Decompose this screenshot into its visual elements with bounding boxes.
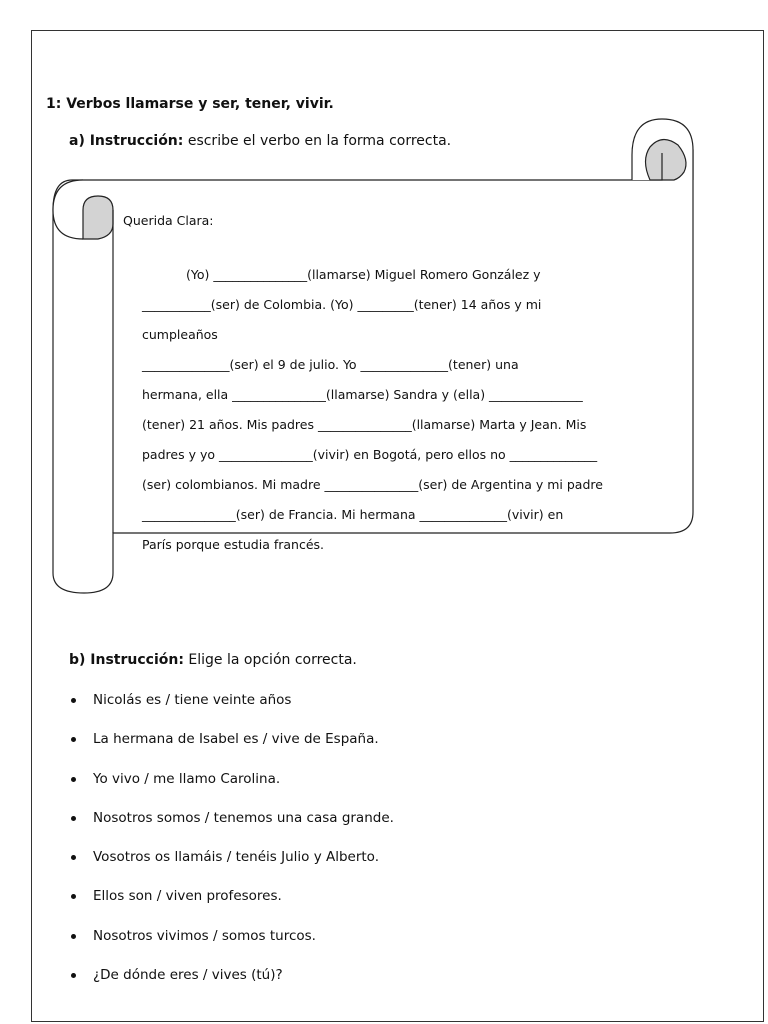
exercise-title: 1: Verbos llamarse y ser, tener, vivir. (46, 96, 334, 112)
letter-line: (Yo) _______________(llamarse) Miguel Romero González y (186, 267, 541, 282)
list-item: Nosotros somos / tenemos una casa grande. (70, 806, 394, 845)
letter-line: _______________(ser) de Francia. Mi hermana ______________(vivir) en (142, 507, 564, 522)
letter-line: (ser) colombianos. Mi madre _______________(ser) de Argentina y mi padre (142, 477, 603, 492)
instruction-b (69, 652, 357, 668)
letter-line: ___________(ser) de Colombia. (Yo) _________(tener) 14 años y mi (142, 297, 542, 312)
letter-line: ______________(ser) el 9 de julio. Yo ______________(tener) una (142, 357, 519, 372)
letter-greeting: Querida Clara: (123, 213, 214, 228)
list-item: Yo vivo / me llamo Carolina. (70, 767, 394, 806)
list-item: Nosotros vivimos / somos turcos. (70, 924, 394, 963)
instruction-b-label: b) Instrucción: (69, 652, 184, 668)
letter-line: hermana, ella _______________(llamarse) Sandra y (ella) _______________ (142, 387, 583, 402)
instruction-a-label: a) Instrucción: (69, 133, 184, 149)
letter-line: padres y yo _______________(vivir) en Bogotá, pero ellos no ______________ (142, 447, 598, 462)
instruction-b-text: Elige la opción correcta. (188, 652, 357, 668)
instruction-a-text: escribe el verbo en la forma correcta. (187, 133, 452, 149)
list-item: La hermana de Isabel es / vive de España. (70, 727, 394, 766)
list-item: ¿De dónde eres / vives (tú)? (70, 963, 394, 1002)
list-item: Nicolás es / tiene veinte años (70, 688, 394, 727)
options-list (70, 688, 394, 1002)
list-item: Ellos son / viven profesores. (70, 884, 394, 923)
list-item: Vosotros os llamáis / tenéis Julio y Alberto. (70, 845, 394, 884)
letter-line: (tener) 21 años. Mis padres _______________(llamarse) Marta y Jean. Mis (142, 417, 587, 432)
letter-line: cumpleaños (142, 327, 218, 342)
letter-line: París porque estudia francés. (142, 537, 324, 552)
